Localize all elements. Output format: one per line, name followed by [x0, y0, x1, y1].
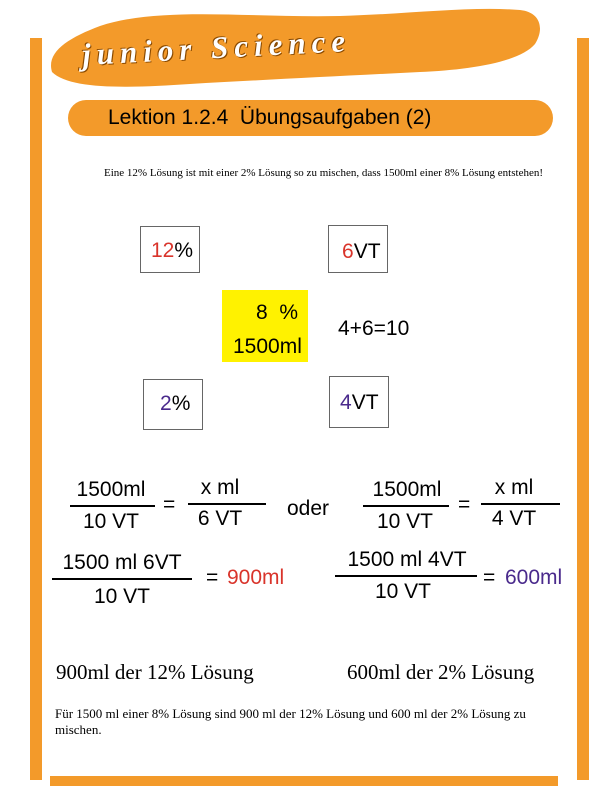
calc1-result: 900ml [227, 566, 285, 589]
bottom-left-percent [160, 393, 190, 415]
result-left: 900ml der 12% Lösung [56, 660, 254, 684]
bottom-frame-bar [50, 776, 558, 786]
calc1-equals: = [206, 566, 219, 589]
lesson-title: Lektion 1.2.4 Übungsaufgaben (2) [108, 106, 432, 129]
calc2-equals: = [483, 566, 496, 589]
top-left-unit: % [174, 239, 194, 262]
calc2-result: 600ml [505, 566, 563, 589]
bottom-right-unit: VT [351, 391, 379, 414]
eq1-lhs-denominator: 10 VT [82, 510, 140, 533]
eq2-rhs-fraction-line [481, 503, 560, 505]
eq2-rhs-denominator: 4 VT [491, 507, 537, 530]
center-volume: 1500ml [233, 335, 302, 358]
task-text: Eine 12% Lösung ist mit einer 2% Lösung so zu mischen, dass 1500ml einer 8% Lösung entstehen! [104, 167, 544, 179]
right-frame-bar [577, 38, 589, 780]
sum-vt: 4+6=10 [338, 317, 410, 340]
eq1-rhs-denominator: 6 VT [197, 507, 243, 530]
eq2-lhs-denominator: 10 VT [376, 510, 434, 533]
top-right-vt [342, 241, 381, 263]
top-left-value: 12 [151, 239, 175, 262]
eq1-lhs-numerator: 1500ml [76, 478, 146, 501]
bottom-right-vt [340, 392, 379, 414]
eq2-lhs-numerator: 1500ml [372, 478, 442, 501]
conclusion-text: Für 1500 ml einer 8% Lösung sind 900 ml der 12% Lösung und 600 ml der 2% Lösung zu mischen. [55, 706, 526, 737]
top-right-unit: VT [353, 240, 381, 263]
calc2-numerator: 1500 ml 4VT [347, 548, 467, 571]
bottom-right-value: 4 [340, 391, 352, 414]
left-frame-bar [30, 38, 42, 780]
eq1-lhs-fraction-line [70, 505, 155, 507]
calc1-fraction-line [52, 578, 192, 580]
eq1-rhs-fraction-line [188, 503, 266, 505]
eq2-equals: = [458, 493, 471, 516]
calc1-denominator: 10 VT [93, 585, 151, 608]
result-right: 600ml der 2% Lösung [347, 660, 535, 684]
bottom-left-unit: % [171, 392, 191, 415]
calc1-numerator: 1500 ml 6VT [62, 551, 182, 574]
calc2-fraction-line [335, 575, 477, 577]
center-percent: 8 % [256, 301, 299, 324]
brand-logo-text: junior Science [81, 22, 352, 73]
bottom-left-value: 2 [160, 392, 172, 415]
eq2-lhs-fraction-line [363, 505, 449, 507]
top-left-percent [151, 240, 193, 262]
eq1-rhs-numerator: x ml [200, 476, 240, 499]
calc2-denominator: 10 VT [374, 580, 432, 603]
eq1-equals: = [163, 493, 176, 516]
eq2-rhs-numerator: x ml [494, 476, 534, 499]
oder-word: oder [287, 497, 330, 520]
top-right-value: 6 [342, 240, 354, 263]
